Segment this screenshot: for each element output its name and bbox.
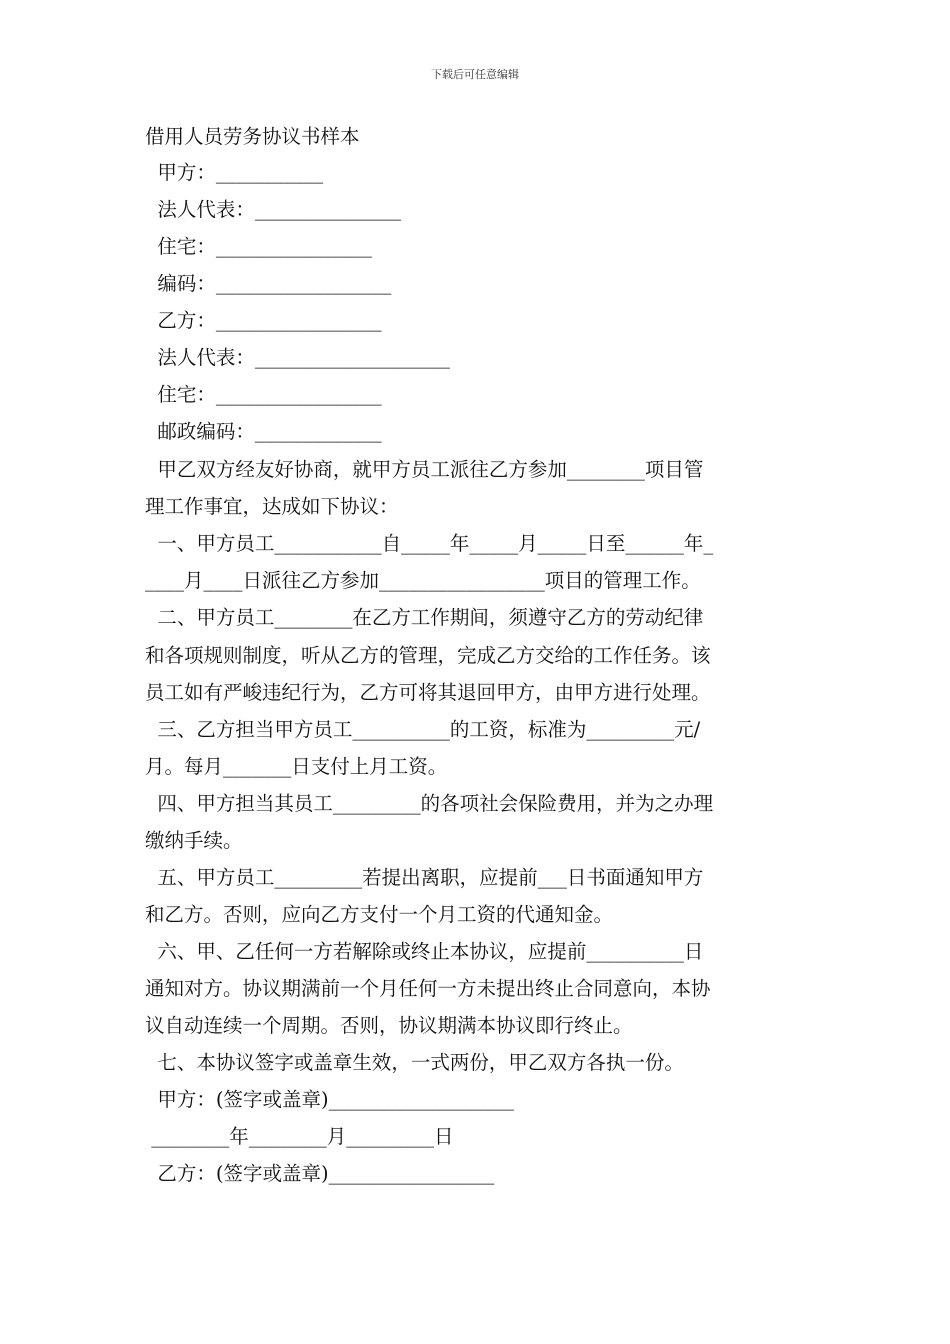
party-a-legal-rep-line: 法人代表：_______________ (145, 198, 402, 221)
clause-4-line: 四、甲方担当其员工_________的各项社会保险费用，并为之办理 (145, 792, 714, 815)
clause-7-line: 七、本协议签字或盖章生效，一式两份，甲乙双方各执一份。 (145, 1051, 684, 1074)
party-b-line: 乙方：_________________ (145, 309, 382, 332)
party-b-postal-code-line: 邮政编码：_____________ (145, 420, 382, 443)
clause-1-line: 一、甲方员工___________自_____年_____月_____日至______年_ (145, 532, 714, 555)
clause-2-line: 二、甲方员工________在乙方工作期间，须遵守乙方的劳动纪律 (145, 606, 704, 629)
clause-2-line: 员工如有严峻违纪行为，乙方可将其退回甲方，由甲方进行处理。 (145, 681, 711, 704)
party-a-code-line: 编码：__________________ (145, 272, 392, 295)
party-b-signature-line: 乙方：(签字或盖章)_________________ (145, 1162, 495, 1185)
party-a-line: 甲方：___________ (145, 161, 324, 184)
clause-1-line: ____月____日派往乙方参加_________________项目的管理工作。 (145, 569, 701, 592)
party-a-address-line: 住宅：________________ (145, 235, 372, 258)
document-title: 借用人员劳务协议书样本 (145, 125, 360, 148)
clause-4-line: 缴纳手续。 (145, 829, 243, 852)
clause-3-line: 月。每月_______日支付上月工资。 (145, 755, 448, 778)
clause-5-line: 五、甲方员工_________若提出离职，应提前___日书面通知甲方 (145, 866, 704, 889)
party-a-signature-line: 甲方：(签字或盖章)___________________ (145, 1088, 514, 1111)
page-header: 下载后可任意编辑 (431, 68, 519, 81)
clause-6-line: 六、甲、乙任何一方若解除或终止本协议，应提前__________日 (145, 940, 704, 963)
party-b-address-line: 住宅：_________________ (145, 383, 382, 406)
clause-6-line: 通知对方。协议期满前一个月任何一方未提出终止合同意向，本协 (145, 977, 711, 1000)
date-line: ________年________月_________日 (145, 1125, 454, 1148)
body-paragraph-line: 理工作事宜，达成如下协议： (145, 495, 399, 518)
clause-3-line: 三、乙方担当甲方员工__________的工资，标准为_________元/ (145, 718, 701, 741)
clause-2-line: 和各项规则制度，听从乙方的管理，完成乙方交给的工作任务。该 (145, 644, 711, 667)
body-paragraph-line: 甲乙双方经友好协商，就甲方员工派往乙方参加________项目管 (145, 458, 704, 481)
party-b-legal-rep-line: 法人代表：____________________ (145, 346, 450, 369)
clause-6-line: 议自动连续一个周期。否则，协议期满本协议即行终止。 (145, 1014, 633, 1037)
clause-5-line: 和乙方。否则，应向乙方支付一个月工资的代通知金。 (145, 903, 614, 926)
